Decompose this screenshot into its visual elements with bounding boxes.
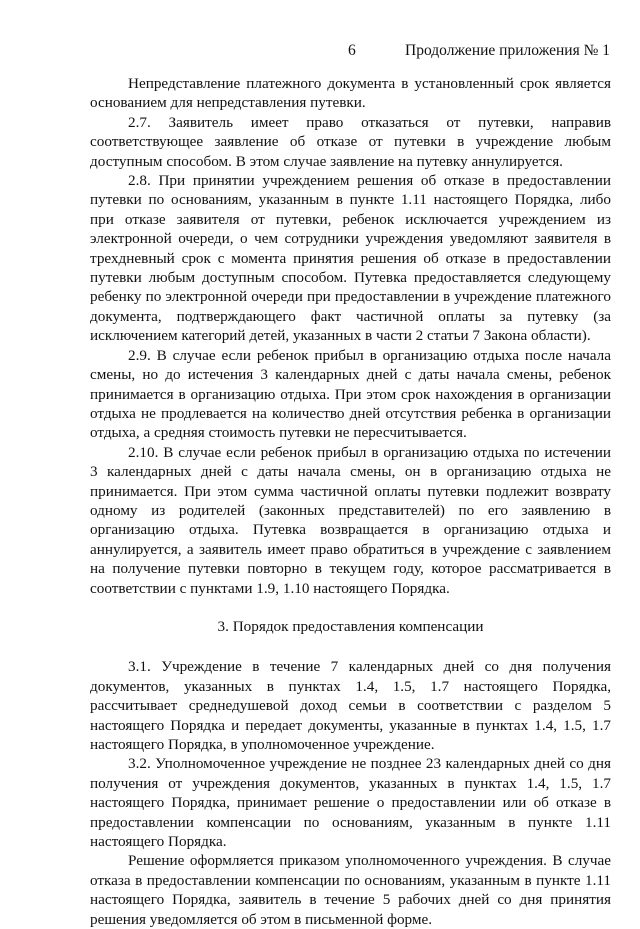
paragraph-3-1: 3.1. Учреждение в течение 7 календарных дней со дня получения документов, указанных в пунктах 1.4, 1.5, 1.7 настоящего Порядка, рассчитывает среднедушевой доход семьи в соответствии с разделом 5 настоящего Порядка и передает документы, указанные в пунктах 1.4, 1.5, 1.7 настоящего Порядка, в уполномоченное учреждение. [90, 658, 611, 753]
paragraph-payment-document: Непредставление платежного документа в установленный срок является основанием для непредставления путевки. [90, 75, 611, 112]
paragraph-decision: Решение оформляется приказом уполномоченного учреждения. В случае отказа в предоставлении компенсации по основаниям, указанным в пункте 1.11 настоящего Порядка, заявитель в течение 5 рабочих дней со дня принятия решения уведомляется об этом в письменной форме. [90, 852, 611, 928]
page-header [90, 42, 610, 62]
paragraph-2-8: 2.8. При принятии учреждением решения об отказе в предоставлении путевки по основаниям, указанным в пункте 1.11 настоящего Порядка, либо при отказе заявителя от путевки, ребенок исключается учреждением из электронной очереди, о чем сотрудники учреждения уведомляют заявителя в трехдневный срок с момента принятия решения об отказе в предоставлении путевки любым доступным способом. Путевка предоставляется следующему ребенку по электронной очереди при предоставлении в учреждение платежного документа, подтверждающего факт частичной оплаты за путевку (за исключением категорий детей, указанных в части 2 статьи 7 Закона области). [90, 172, 611, 345]
document-body [90, 74, 611, 929]
continuation-note: Продолжение приложения № 1 [405, 42, 610, 59]
paragraph-3-2: 3.2. Уполномоченное учреждение не позднее 23 календарных дней со дня получения от учреждения документов, указанных в пунктах 1.4, 1.5, 1.7 настоящего Порядка, принимает решение о предоставлении или об отказе в предоставлении компенсации по основаниям, указанным в пункте 1.11 настоящего Порядка. [90, 755, 611, 851]
page-number: 6 [348, 42, 356, 59]
section-title: 3. Порядок предоставления компенсации [217, 617, 484, 635]
paragraph-2-7: 2.7. Заявитель имеет право отказаться от путевки, направив соответствующее заявление об отказе от путевки в учреждение любым доступным способом. В этом случае заявление на путевку аннулируется. [90, 113, 611, 170]
paragraph-2-9: 2.9. В случае если ребенок прибыл в организацию отдыха после начала смены, но до истечения 3 календарных дней с даты начала смены, ребенок принимается в организацию отдыха. При этом срок нахождения в организации отдыха не продлевается на количество дней отсутствия ребенка в организации отдыха, а средняя стоимость путевки не пересчитывается. [90, 346, 611, 442]
paragraph-2-10: 2.10. В случае если ребенок прибыл в организацию отдыха по истечении 3 календарных дней с даты начала смены, он в организацию отдыха не принимается. При этом сумма частичной оплаты путевки подлежит возврату одному из родителей (законных представителей) по его заявлению в организацию отдыха. Путевка возвращается в организацию отдыха и аннулируется, а заявитель имеет право обратиться в учреждение с заявлением на получение путевки повторно в текущем году, которое рассматривается в соответствии с пунктами 1.9, 1.10 настоящего Порядка. [90, 443, 611, 597]
